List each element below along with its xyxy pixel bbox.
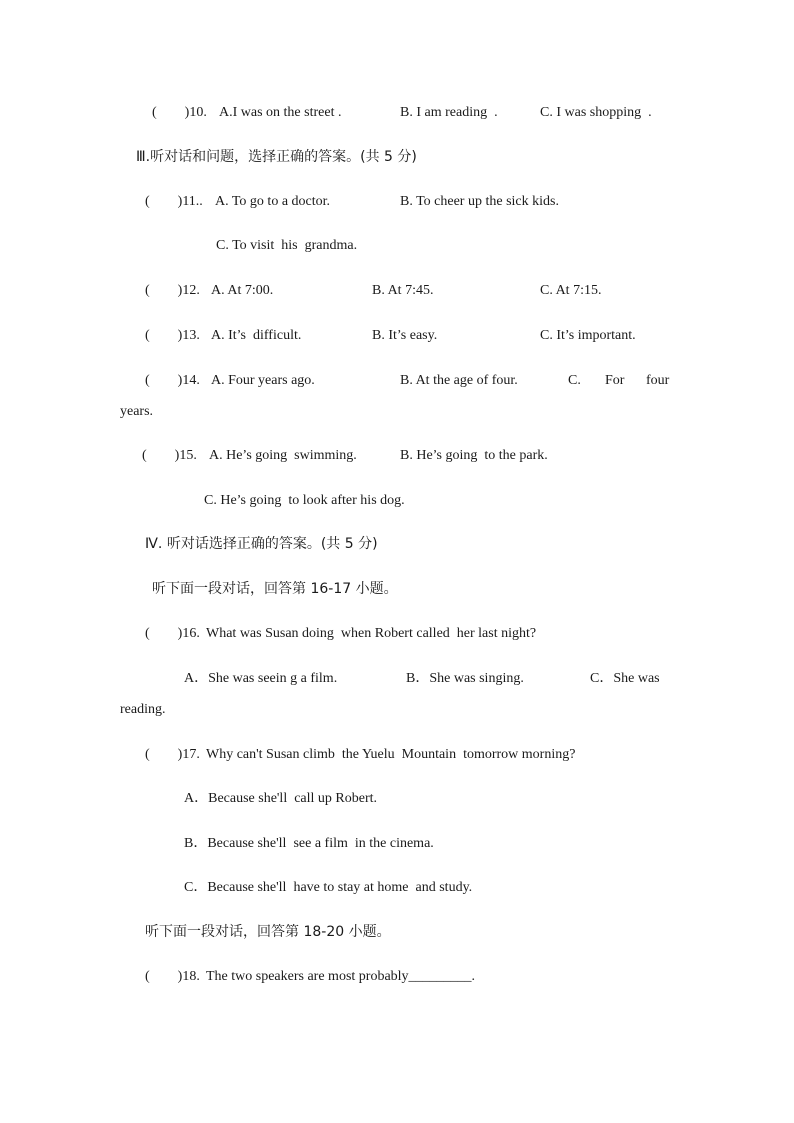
q14-option-a: A. Four years ago. xyxy=(211,373,315,388)
q10-paren: ( )10. xyxy=(152,105,207,120)
q14-option-c-word1: For xyxy=(605,373,625,388)
q15-paren: ( )15. xyxy=(142,448,197,463)
q14-paren: ( )14. xyxy=(145,373,200,388)
q11-option-b: B. To cheer up the sick kids. xyxy=(400,194,559,209)
q17-paren: ( )17. xyxy=(145,747,200,762)
q16-paren: ( )16. xyxy=(145,626,200,641)
q18-paren: ( )18. xyxy=(145,969,200,984)
q16-stem: What was Susan doing when Robert called her last night? xyxy=(206,626,537,641)
q12-option-b: B. At 7:45. xyxy=(372,283,434,298)
q13-paren: ( )13. xyxy=(145,328,200,343)
q11-paren: ( )11.. xyxy=(145,194,203,209)
q10-option-b: B. I am reading . xyxy=(400,105,498,120)
q14-option-c-word2: four xyxy=(646,373,670,388)
q10-option-c: C. I was shopping . xyxy=(540,105,652,120)
q16-option-c-cont: reading. xyxy=(120,702,166,717)
q16-option-a: A．She was seein g a film. xyxy=(184,671,338,686)
q12-option-c: C. At 7:15. xyxy=(540,283,602,298)
q13-option-a: A. It’s difficult. xyxy=(211,328,302,343)
instruction-18-20: 听下面一段对话，回答第 18-20 小题。 xyxy=(145,924,391,940)
q15-option-a: A. He’s going swimming. xyxy=(209,448,357,463)
q14-option-c-letter: C. xyxy=(568,373,581,388)
q17-stem: Why can't Susan climb the Yuelu Mountain tomorrow morning? xyxy=(206,747,576,762)
section3-title: Ⅲ.听对话和问题，选择正确的答案。(共 5 分) xyxy=(136,149,417,165)
q18-stem: The two speakers are most probably_________. xyxy=(206,969,476,984)
q14-option-b: B. At the age of four. xyxy=(400,373,518,388)
q13-option-c: C. It’s important. xyxy=(540,328,636,343)
q12-option-a: A. At 7:00. xyxy=(211,283,274,298)
q14-option-c-word3: years. xyxy=(120,404,154,419)
q12-paren: ( )12. xyxy=(145,283,200,298)
q10-option-a: A.I was on the street . xyxy=(219,105,342,120)
q11-option-c: C. To visit his grandma. xyxy=(216,238,358,253)
q11-option-a: A. To go to a doctor. xyxy=(215,194,331,209)
section4-title: Ⅳ. 听对话选择正确的答案。(共 5 分) xyxy=(145,536,378,552)
q16-option-c: C．She was xyxy=(590,671,660,686)
instruction-16-17: 听下面一段对话，回答第 16-17 小题。 xyxy=(152,581,398,597)
q17-option-b: B．Because she'll see a film in the cinema. xyxy=(184,836,434,851)
q17-option-c: C．Because she'll have to stay at home and study. xyxy=(184,880,473,895)
q17-option-a: A．Because she'll call up Robert. xyxy=(184,791,378,806)
q16-option-b: B．She was singing. xyxy=(406,671,524,686)
q15-option-b: B. He’s going to the park. xyxy=(400,448,548,463)
q15-option-c: C. He’s going to look after his dog. xyxy=(204,493,405,508)
q13-option-b: B. It’s easy. xyxy=(372,328,438,343)
